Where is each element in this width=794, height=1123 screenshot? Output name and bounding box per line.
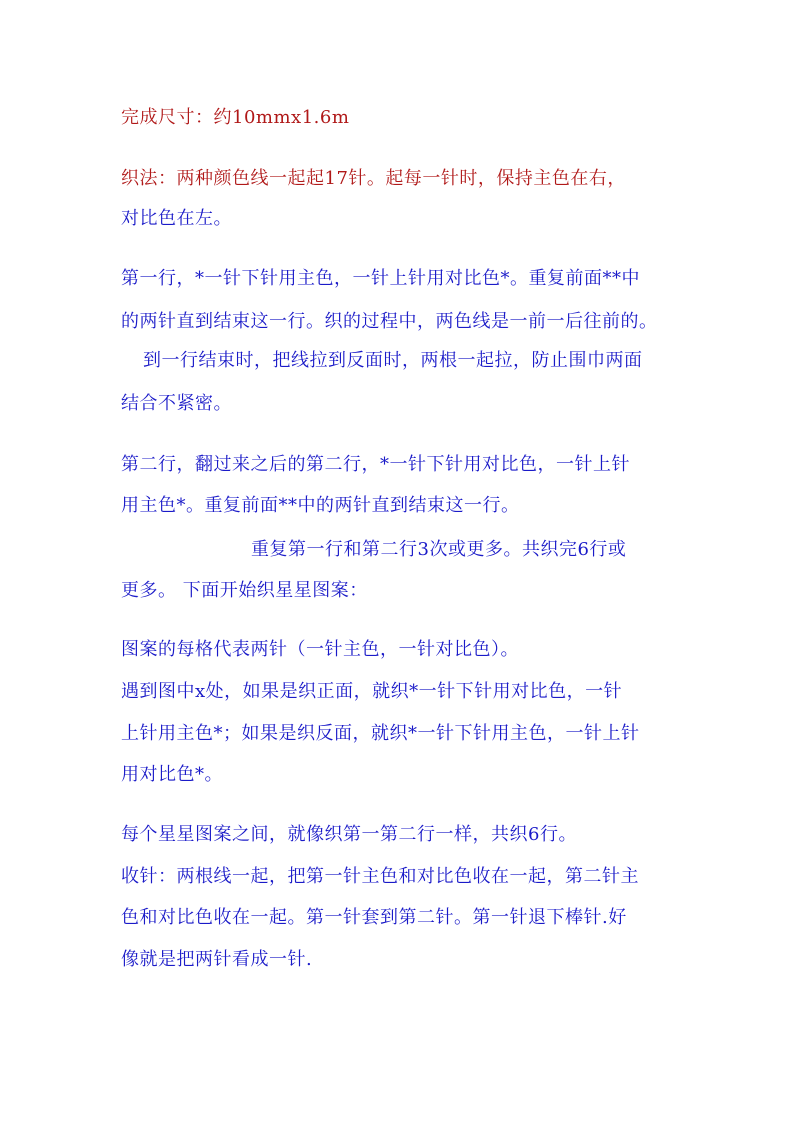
row1-line-1: 第一行，*一针下针用主色，一针上针用对比色*。重复前面**中 [121,268,640,289]
row1-line-3: 到一行结束时，把线拉到反面时，两根一起拉，防止围巾两面 [143,350,643,371]
method-line-1: 织法：两种颜色线一起起17针。起每一针时，保持主色在右， [121,168,626,189]
between-line-1: 每个星星图案之间，就像织第一第二行一样，共织6行。 [121,824,577,845]
row1-line-4: 结合不紧密。 [121,393,232,414]
bindoff-line-2: 色和对比色收在一起。第一针套到第二针。第一针退下棒针.好 [121,907,627,928]
repeat-line-1: 重复第一行和第二行3次或更多。共织完6行或 [251,539,627,560]
finished-size-line: 完成尺寸：约10mmx1.6m [121,107,350,128]
bindoff-line-3: 像就是把两针看成一针. [121,949,313,970]
pattern-line-1: 图案的每格代表两针（一针主色，一针对比色）。 [121,639,519,660]
row2-line-1: 第二行，翻过来之后的第二行，*一针下针用对比色，一针上针 [121,454,630,475]
row2-line-2: 用主色*。重复前面**中的两针直到结束这一行。 [121,495,520,516]
pattern-line-4: 用对比色*。 [121,764,223,785]
row1-line-2: 的两针直到结束这一行。织的过程中，两色线是一前一后往前的。 [121,311,658,332]
method-line-2: 对比色在左。 [121,208,232,229]
repeat-line-2: 更多。 下面开始织星星图案： [121,580,368,601]
bindoff-line-1: 收针：两根线一起，把第一针主色和对比色收在一起，第二针主 [121,866,639,887]
pattern-line-2: 遇到图中x处，如果是织正面，就织*一针下针用对比色，一针 [121,681,623,702]
pattern-line-3: 上针用主色*；如果是织反面，就织*一针下针用主色，一针上针 [121,723,640,744]
